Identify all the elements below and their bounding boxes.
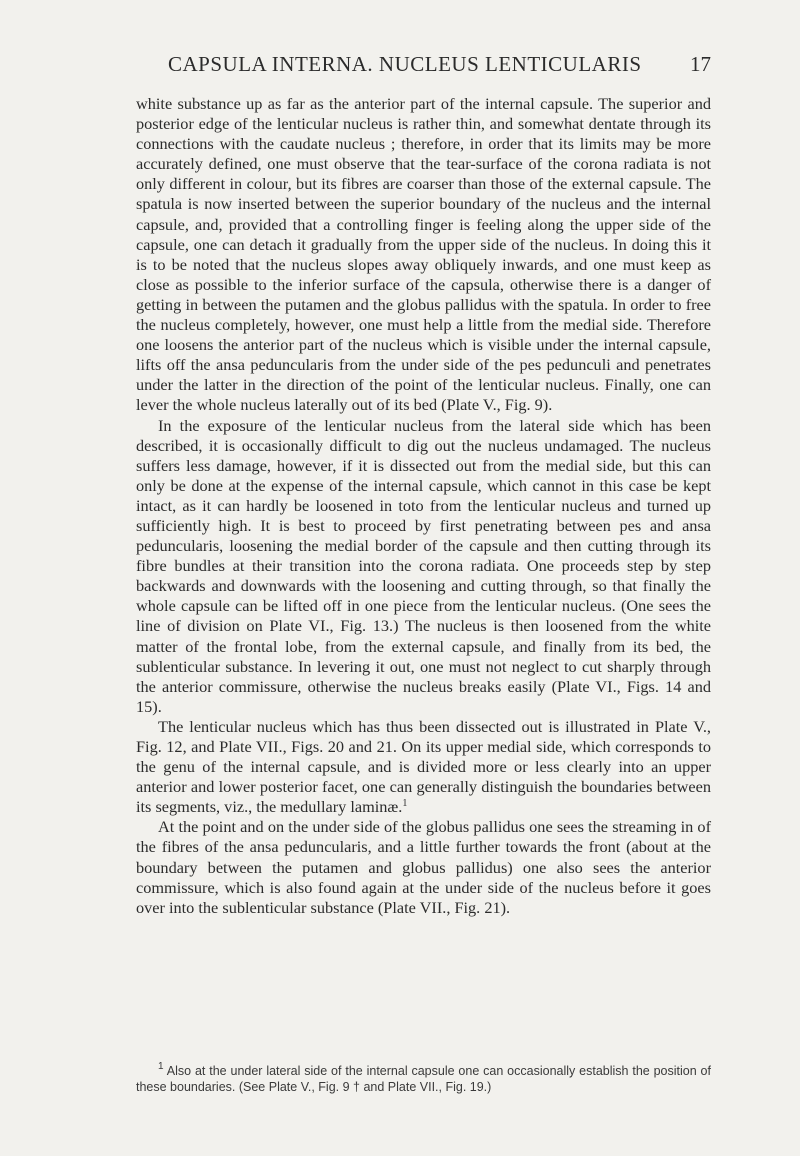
- page-number: 17: [690, 52, 711, 76]
- footnote: [136, 1063, 711, 1095]
- page-header: [136, 52, 711, 82]
- body-text: [136, 94, 711, 918]
- paragraph: In the exposure of the lenticular nucleus from the lateral side which has been described, it is occasionally difficult to dig out the nucleus undamaged. The nucleus suffers less damage, however, if it is dissected out from the medial side, but this can only be done at the expense of the internal capsule, which cannot in this case be kept intact, as it can hardly be loosened in toto from the lenticular nucleus and turned up sufficiently high. It is best to proceed by first penetrating between pes and ansa peduncularis, loosening the medial border of the capsule and then cutting through its fibre bundles at their transition into the corona radiata. One proceeds step by step backwards and downwards with the loosening and cutting through, so that finally the whole capsule can be lifted off in one piece from the lenticular nucleus. (One sees the line of division on Plate VI., Fig. 13.) The nucleus is then loosened from the white matter of the frontal lobe, from the external capsule, and finally from its bed, the sublenticular substance. In levering it out, one must not neglect to cut sharply through the anterior commissure, otherwise the nucleus breaks easily (Plate VI., Figs. 14 and 15).: [136, 415, 711, 716]
- paragraph: white substance up as far as the anterior part of the internal capsule. The superior and posterior edge of the lenticular nucleus is rather thin, and somewhat dentate through its connections with the caudate nucleus ; therefore, in order that its limits may be more accurately defined, one must observe that the tear-surface of the corona radiata is not only different in colour, but its fibres are coarser than those of the external capsule. The spatula is now inserted between the superior boundary of the nucleus and the internal capsule, and, provided that a controlling finger is feeling along the upper side of the capsule, one can detach it gradually from the upper side of the nucleus. In doing this it is to be noted that the nucleus slopes away obliquely inwards, and one must keep as close as possible to the inferior surface of the capsula, otherwise there is a danger of getting in between the putamen and the globus pallidus with the spatula. In order to free the nucleus completely, however, one must help a little from the medial side. Therefore one loosens the anterior part of the nucleus which is visible under the internal capsule, lifts off the ansa peduncularis from the under side of the pes pedunculi and penetrates under the latter in the direction of the point of the lenticular nucleus. Finally, one can lever the whole nucleus laterally out of its bed (Plate V., Fig. 9).: [136, 94, 711, 415]
- paragraph: At the point and on the under side of the globus pallidus one sees the streaming in of the fibres of the ansa peduncularis, and a little further towards the front (about at the boundary between the putamen and globus pallidus) one also sees the anterior commissure, which is also found again at the under side of the nucleus before it goes over into the sublenticular substance (Plate VII., Fig. 21).: [136, 817, 711, 917]
- footnote-reference: 1: [402, 798, 408, 810]
- footnote-marker: 1: [158, 1061, 164, 1072]
- paragraph-text: The lenticular nucleus which has thus been dissected out is illustrated in Plate V., Fig. 12, and Plate VII., Figs. 20 and 21. On its upper medial side, which corresponds to the genu of the internal capsule, and is divided more or less clearly into an upper anterior and lower posterior facet, one can generally distinguish the boundaries between its segments, viz., the medullary laminæ.: [136, 716, 711, 817]
- footnotes: [136, 1063, 711, 1095]
- footnote-text: Also at the under lateral side of the internal capsule one can occasionally establish the position of these boundaries. (See Plate V., Fig. 9 † and Plate VII., Fig. 19.): [136, 1064, 711, 1094]
- running-head: CAPSULA INTERNA. NUCLEUS LENTICULARIS: [168, 52, 642, 76]
- paragraph: [136, 717, 711, 817]
